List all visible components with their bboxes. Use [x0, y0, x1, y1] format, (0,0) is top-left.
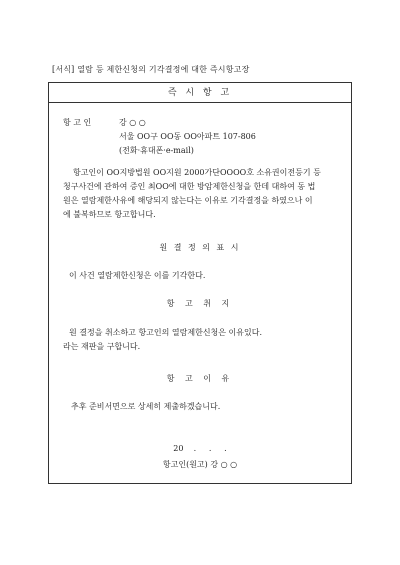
- intro-line-3: 원은 열람제한사유에 해당되지 않는다는 이유로 기각결정을 하였으나 이: [63, 196, 313, 205]
- appellant-address: 서울 OO구 OO동 OO아파트 107-806: [119, 132, 256, 141]
- document-date: 20 . . .: [173, 444, 227, 453]
- form-caption: [서식] 열람 등 제한신청의 기각결정에 대한 즉시항고장: [52, 65, 250, 74]
- signature-line: 항고인(원고) 강 ○ ○: [162, 460, 238, 469]
- document-title: 즉 시 항 고: [49, 83, 351, 103]
- appellant-name: 강 ○ ○: [119, 118, 146, 127]
- section-appeal-reason-body: 추후 준비서면으로 상세히 제출하겠습니다.: [71, 402, 221, 411]
- document-frame: [48, 82, 352, 484]
- intro-line-1: 항고인이 OO지방법원 OO지원 2000가단OOOO호 소유권이전등기 등: [73, 168, 321, 177]
- section-appeal-purpose-line-1: 원 결정을 취소하고 항고인의 열람제한신청은 이유있다.: [69, 328, 262, 337]
- section-appeal-reason-heading: 항 고 이 유: [166, 374, 234, 383]
- appellant-contact: (전화·휴대폰·e-mail): [119, 146, 194, 155]
- intro-line-2: 청구사건에 관하여 증인 최OO에 대한 방암제한신청을 한데 대하여 동 법: [63, 182, 316, 191]
- section-original-decision-heading: 원 결 정 의 표 시: [159, 243, 241, 252]
- section-appeal-purpose-line-2: 라는 재판을 구합니다.: [63, 342, 141, 351]
- intro-line-4: 에 불복하므로 항고합니다.: [63, 210, 156, 219]
- section-appeal-purpose-heading: 항 고 취 지: [166, 299, 234, 308]
- appellant-label: 항 고 인: [63, 118, 92, 127]
- section-original-decision-body: 이 사건 열람제한신청은 이를 기각한다.: [69, 271, 206, 280]
